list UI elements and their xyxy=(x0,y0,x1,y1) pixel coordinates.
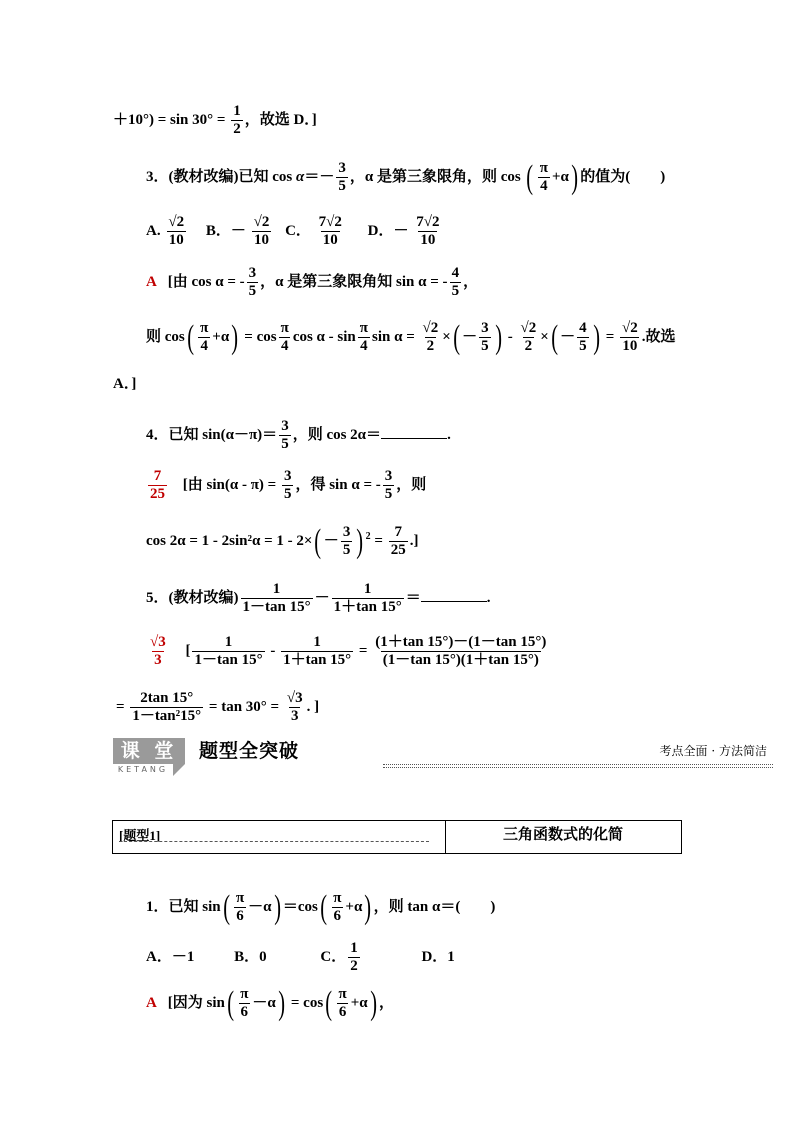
option-d: D．1 xyxy=(421,948,455,965)
frac-num: √3 xyxy=(286,690,303,706)
frac-den: 4 xyxy=(540,178,548,194)
fraction xyxy=(373,634,548,669)
q3-ans-lead: [由 cos α = - xyxy=(167,273,245,290)
text: - xyxy=(266,642,280,659)
left-paren: ( xyxy=(526,158,534,196)
q3-fraction xyxy=(336,160,348,195)
text: A．] xyxy=(113,376,137,392)
left-paren: ( xyxy=(187,318,194,356)
text: = xyxy=(116,698,129,715)
q4-answer xyxy=(146,468,426,503)
left-paren: ( xyxy=(227,984,234,1022)
left-paren: ( xyxy=(325,984,333,1022)
text: － xyxy=(560,328,576,345)
q4-answer-line2 xyxy=(146,524,418,559)
option-a-value xyxy=(166,214,186,249)
coef: 7 xyxy=(416,214,424,230)
section-tagline: 考点全面 · 方法简洁 xyxy=(659,744,767,758)
frac-den: 3 xyxy=(290,708,299,724)
left-paren: ( xyxy=(551,318,558,356)
answer-letter: A xyxy=(146,994,157,1011)
answer-blank xyxy=(421,589,487,602)
frac-den: 5 xyxy=(281,436,289,452)
frac-num: 1 xyxy=(313,634,321,650)
option-a: A．－1 xyxy=(146,948,195,965)
frac-den: 10 xyxy=(168,232,184,248)
frac-den: 1＋tan 15° xyxy=(283,652,352,668)
q5-lead: 5．(教材改编) xyxy=(146,589,239,606)
fraction xyxy=(331,890,343,925)
fraction xyxy=(336,986,348,1021)
text: － xyxy=(314,589,330,606)
text: ， xyxy=(378,994,394,1011)
q3-line xyxy=(146,160,665,195)
text: － xyxy=(323,532,339,549)
frac-den: (1－tan 15°)(1＋tan 15°) xyxy=(382,652,539,668)
radicand: 2 xyxy=(334,214,342,230)
text: [由 sin(α - π) = xyxy=(182,476,280,493)
q3-answer xyxy=(146,265,478,300)
frac-num: π xyxy=(338,986,347,1002)
text: = xyxy=(601,328,619,345)
fraction xyxy=(285,690,305,725)
q2-tail-line xyxy=(113,103,317,138)
radicand: 2 xyxy=(430,320,439,336)
fraction xyxy=(358,320,370,355)
left-paren: ( xyxy=(320,888,327,926)
frac-den: 2 xyxy=(350,958,358,974)
frac-den: 10 xyxy=(322,232,338,248)
radicand: 2 xyxy=(528,320,537,336)
frac-num: π xyxy=(539,160,548,176)
fraction xyxy=(332,581,404,616)
fraction xyxy=(192,634,264,669)
topic-type-title: 三角函数式的化简 xyxy=(502,825,623,843)
frac-num: 7√2 xyxy=(416,214,440,230)
frac-num: 2tan 15° xyxy=(140,690,194,706)
right-paren: ) xyxy=(364,888,372,926)
option-c-value xyxy=(348,940,360,975)
fraction xyxy=(241,581,313,616)
text: [ xyxy=(185,642,191,659)
q5-answer-line2 xyxy=(116,690,319,725)
radicand: 3 xyxy=(158,634,166,650)
frac-num: 4 xyxy=(579,320,587,336)
frac-num: π xyxy=(235,890,245,906)
frac-den: 2 xyxy=(233,121,241,137)
frac-den: 5 xyxy=(481,338,489,354)
q5-tail: . xyxy=(486,589,491,606)
frac-den: 1＋tan 15° xyxy=(333,599,402,615)
frac-num: (1＋tan 15°)－(1－tan 15°) xyxy=(375,634,547,650)
fraction xyxy=(479,320,491,355)
frac-den: 5 xyxy=(451,283,460,299)
section-badge-sub: KETANG xyxy=(117,765,169,774)
section-header xyxy=(113,738,773,778)
q3-ans-tail: ， xyxy=(463,273,479,290)
frac-den: 6 xyxy=(240,1004,249,1020)
q3-answer-line3 xyxy=(113,374,136,394)
text: sin α = xyxy=(372,328,419,345)
radicand: 3 xyxy=(295,690,303,706)
answer-blank xyxy=(381,426,447,439)
frac-num: 3 xyxy=(338,160,346,176)
q5-answer xyxy=(146,634,550,669)
fraction xyxy=(383,468,395,503)
option-c-label: C． xyxy=(285,222,311,239)
text: +α xyxy=(345,898,363,915)
q2-tail-lead: ＋10°) = sin 30° = xyxy=(113,111,230,128)
text: = xyxy=(355,642,372,659)
q3-pi-fraction xyxy=(538,160,550,195)
text: × xyxy=(540,328,549,345)
text: [因为 sin xyxy=(167,994,225,1011)
radicand: 2 xyxy=(176,214,185,230)
dotted-rule xyxy=(383,767,773,768)
dashed-rule xyxy=(119,841,429,842)
option-d-value xyxy=(414,214,441,249)
frac-num: 3 xyxy=(283,468,292,484)
frac-den: 10 xyxy=(622,338,638,354)
text: = tan 30° = xyxy=(205,698,283,715)
frac-num: 3 xyxy=(281,418,289,434)
topic-type-box xyxy=(112,820,682,854)
frac-num: 7√2 xyxy=(318,214,342,230)
text: －α xyxy=(252,994,276,1011)
radicand: 2 xyxy=(261,214,270,230)
frac-num: 3 xyxy=(384,468,393,484)
fraction xyxy=(279,320,291,355)
fraction xyxy=(234,890,246,925)
frac-num: √2 xyxy=(520,320,537,336)
text: .] xyxy=(409,532,419,549)
q3-answer-line2 xyxy=(146,320,676,355)
q4-tail: . xyxy=(447,426,451,443)
frac-den: 25 xyxy=(150,486,165,502)
frac-den: 1－tan 15° xyxy=(194,652,263,668)
text: = cos xyxy=(240,328,277,345)
frac-num: π xyxy=(240,986,249,1002)
q3-alpha: α xyxy=(296,168,305,185)
fraction xyxy=(282,468,294,503)
topic-type-label: [题型1] xyxy=(119,828,161,843)
text: × xyxy=(442,328,451,345)
q3-tail: 的值为( ) xyxy=(580,168,666,185)
right-paren: ) xyxy=(494,318,502,356)
q3-options xyxy=(146,214,443,249)
dotted-rule xyxy=(383,764,773,765)
frac-num: π xyxy=(280,320,289,336)
right-paren: ) xyxy=(356,522,364,560)
fraction xyxy=(341,524,353,559)
text: ＝ xyxy=(405,589,421,606)
text: ，则 xyxy=(396,476,427,493)
radicand: 2 xyxy=(431,214,440,230)
frac-num: 1 xyxy=(224,634,233,650)
text: cos 2α = 1 - 2sin²α = 1 - 2× xyxy=(146,532,313,549)
frac-num: 3 xyxy=(481,320,489,336)
fraction xyxy=(421,320,441,355)
radicand: 2 xyxy=(630,320,638,336)
frac-den: 2 xyxy=(426,338,435,354)
fraction xyxy=(577,320,589,355)
frac-num: √2 xyxy=(168,214,185,230)
frac-den: 4 xyxy=(280,338,289,354)
option-c-label: C． xyxy=(320,948,347,965)
coef: 7 xyxy=(318,214,327,230)
exponent: 2 xyxy=(365,530,371,542)
frac-den: 25 xyxy=(390,542,406,558)
option-a-label: A. xyxy=(146,222,161,239)
frac-num: √3 xyxy=(150,634,166,650)
frac-num: π xyxy=(200,320,209,336)
frac-num: π xyxy=(333,890,342,906)
badge-triangle xyxy=(173,764,185,776)
t1-options xyxy=(146,940,455,975)
text: ，则 tan α＝( ) xyxy=(373,898,496,915)
text: － xyxy=(462,328,478,345)
fraction xyxy=(238,986,250,1021)
q3-ans-mid: ，α 是第三象限角知 sin α = - xyxy=(260,273,448,290)
frac-den: 1－tan 15° xyxy=(242,599,311,615)
frac-num: √2 xyxy=(422,320,439,336)
right-paren: ) xyxy=(369,984,377,1022)
answer-value xyxy=(148,468,167,503)
right-paren: ) xyxy=(231,318,239,356)
option-c-value xyxy=(317,214,344,249)
right-paren: ) xyxy=(273,888,281,926)
text: 1．已知 sin xyxy=(146,898,221,915)
answer-value xyxy=(148,634,168,669)
frac-den: 5 xyxy=(579,338,587,354)
q4-line xyxy=(146,418,451,453)
text: = xyxy=(370,532,387,549)
right-paren: ) xyxy=(571,158,578,196)
q3-lead: 3．(教材改编)已知 cos xyxy=(146,168,296,185)
fraction xyxy=(389,524,408,559)
frac-num: 4 xyxy=(451,265,460,281)
q3-eq: ＝－ xyxy=(304,168,335,185)
fraction xyxy=(130,690,203,725)
fraction xyxy=(450,265,462,300)
frac-den: 6 xyxy=(236,908,244,924)
text: = cos xyxy=(287,994,324,1011)
frac-den: 10 xyxy=(253,232,269,248)
text: －α xyxy=(248,898,272,915)
right-paren: ) xyxy=(592,318,600,356)
q3-plus-alpha: +α xyxy=(552,168,569,185)
frac-den: 4 xyxy=(200,338,208,354)
fraction xyxy=(198,320,210,355)
q2-tail-end: ，故选 D．] xyxy=(244,111,317,128)
q4-lead: 4．已知 sin(α－π)＝ xyxy=(146,426,278,443)
right-paren: ) xyxy=(278,984,285,1022)
text: +α xyxy=(350,994,368,1011)
fraction xyxy=(620,320,640,355)
fraction xyxy=(519,320,539,355)
text: ＝cos xyxy=(282,898,318,915)
fraction xyxy=(279,418,291,453)
frac-den: 5 xyxy=(384,486,393,502)
frac-num: 7 xyxy=(394,524,402,540)
frac-den: 3 xyxy=(154,652,162,668)
frac-den: 6 xyxy=(333,908,342,924)
frac-den: 5 xyxy=(283,486,292,502)
frac-num: √2 xyxy=(253,214,270,230)
option-b-label: B．－ xyxy=(205,222,246,239)
frac-den: 6 xyxy=(338,1004,347,1020)
option-b-value xyxy=(252,214,272,249)
text: ，得 sin α = - xyxy=(295,476,381,493)
q5-line xyxy=(146,581,490,616)
option-d-label: D．－ xyxy=(367,222,409,239)
text: .故选 xyxy=(641,328,676,345)
fraction xyxy=(281,634,353,669)
text: . ] xyxy=(306,698,320,715)
frac-den: 4 xyxy=(360,338,368,354)
q4-mid: ，则 cos 2α＝ xyxy=(292,426,382,443)
text: - xyxy=(504,328,517,345)
frac-num: 1 xyxy=(272,581,281,597)
left-paren: ( xyxy=(453,318,460,356)
frac-num: 3 xyxy=(342,524,351,540)
section-badge: 课 堂 xyxy=(113,738,185,764)
text: 则 cos xyxy=(146,328,185,345)
frac-num: 7 xyxy=(153,468,162,484)
fraction xyxy=(247,265,259,300)
left-paren: ( xyxy=(222,888,230,926)
frac-num: 1 xyxy=(233,103,241,119)
text: +α xyxy=(212,328,230,345)
left-paren: ( xyxy=(314,522,322,560)
frac-den: 2 xyxy=(524,338,533,354)
frac-den: 10 xyxy=(420,232,436,248)
answer-letter: A xyxy=(146,273,157,290)
q3-mid: ，α 是第三象限角，则 cos xyxy=(349,168,525,185)
q2-tail-fraction xyxy=(231,103,243,138)
frac-num: π xyxy=(359,320,368,336)
frac-num: √2 xyxy=(622,320,638,336)
option-b: B．0 xyxy=(234,948,267,965)
frac-den: 5 xyxy=(248,283,257,299)
frac-den: 5 xyxy=(338,178,346,194)
frac-num: 1 xyxy=(363,581,372,597)
t1-line xyxy=(146,890,495,925)
frac-den: 5 xyxy=(342,542,351,558)
text: cos α - sin xyxy=(292,328,356,345)
frac-num: 1 xyxy=(350,940,358,956)
frac-num: 3 xyxy=(248,265,257,281)
t1-answer xyxy=(146,986,394,1021)
frac-den: 1－tan²15° xyxy=(132,708,202,724)
section-title: 题型全突破 xyxy=(199,740,300,762)
